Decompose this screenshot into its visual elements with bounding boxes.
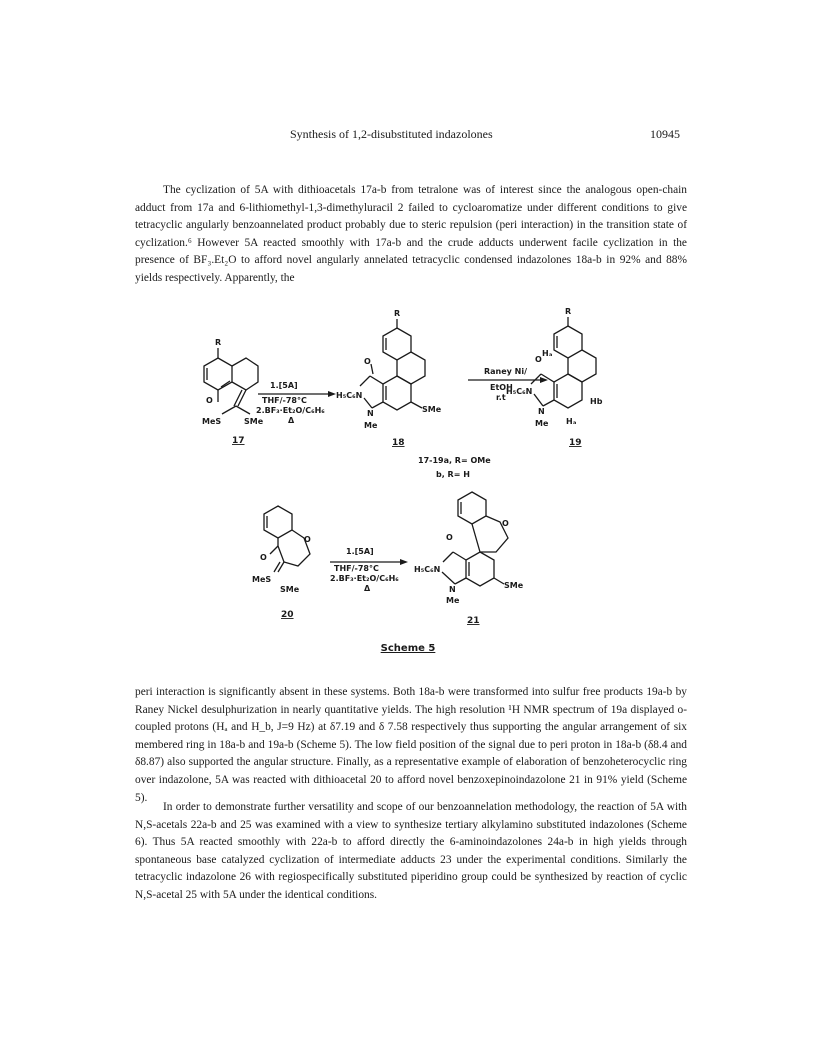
carbonyl-o-19: O (535, 355, 542, 364)
carbonyl-o-18: O (364, 357, 371, 366)
sme-label-18: SMe (422, 405, 442, 414)
scheme-legend-a: 17-19a, R= OMe (418, 456, 491, 465)
proton-hb-19: Hb (590, 397, 603, 406)
reaction-arrow-1 (256, 381, 336, 425)
reagent-2-line-3: r.t (496, 393, 506, 402)
compound-17-structure (202, 338, 264, 446)
substituent-r-17: R (215, 338, 222, 347)
sme-label-21: SMe (504, 581, 524, 590)
reaction-arrow-3 (330, 547, 408, 593)
compound-18-number: 18 (392, 438, 405, 448)
phenyl-n-21: H₅C₆N (414, 565, 441, 574)
reagent-3-line-2: THF/-78°C (334, 564, 379, 573)
running-title: Synthesis of 1,2-disubstituted indazolones (290, 127, 493, 141)
scheme-caption-text: Scheme 5 (380, 643, 436, 654)
scheme-caption (0, 643, 816, 654)
paragraph-2-text: peri interaction is significantly absent in these systems. Both 18a-b were transformed into sulfur free products 19a-b by Raney Nickel desulphurization in nearly quantitative yields. The high resolution ¹H NMR spectrum of 19a displayed o-coupled protons (Hₐ and H_b, J=9 Hz) at δ7.19 and δ 7.58 respectively thus supporting the angular arrangement of six membered ring in 18a-b and 19a-b (Scheme 5). The low field position of the signal due to peri proton in 18a-b (δ8.4 and δ8.87) also supported the angular structure. Finally, as a representative example of elaboration of benzoheterocyclic ring over indazolone, 5A was reacted with dithioacetal 20 to afford novel benzoxepinoindazolone 21 in 91% yield (Scheme 5). (135, 686, 687, 804)
ring-oxygen-21: O (502, 519, 509, 528)
reagent-1-line-1: 1.[5A] (270, 381, 298, 390)
carbonyl-o-21: O (446, 533, 453, 542)
n-methyl-21: Me (446, 596, 460, 605)
reagent-1-line-3: 2.BF₃·Et₂O/C₆H₆ (256, 406, 325, 415)
compound-20-number: 20 (281, 610, 294, 620)
paragraph-3-text: In order to demonstrate further versatility and scope of our benzoannelation methodology, the reaction of 5A with N,S-acetals 22a-b and 25 was examined with a view to synthesize tertiary alkylamino substituted indazolones (Scheme 6). Thus 5A reacted smoothly with 22a-b to afford directly the 6-aminoindazolones 24a-b in high yields through spontaneous base catalyzed cyclization of intermediate adducts 23 under the experimental conditions. Similarly the tetracyclic indazolone 26 with regiospecifically substituted piperidino group could be synthesized by reaction of cyclic N,S-acetal 25 with 5A under the identical conditions. (135, 801, 687, 901)
sme-label-17: SMe (244, 417, 264, 426)
phenyl-n-18: H₅C₆N (336, 391, 363, 400)
reagent-2-line-1: Raney Ni/ (484, 367, 528, 376)
n-methyl-18: Me (364, 421, 378, 430)
paragraph-1-text: The cyclization of 5A with dithioacetals 17a-b from tetralone was of interest since the analogous open-chain adduct from 17a and 6-lithiomethyl-1,3-dimethyluracil 2 failed to cycloaromatize under different conditions to give tetracyclic angularly benzoannelated product probably due to steric repulsion (peri interaction) in the transition state of cyclization.⁶ However 5A reacted smoothly with 17a-b and the crude adducts underwent facile cyclization in the presence of BF₃.Et₂O to afford novel angularly annelated tetracyclic condensed indazolones 18a-b in 92% and 88% yields respectively. Apparently, the (135, 184, 687, 284)
compound-18-structure (336, 309, 442, 448)
reagent-1-line-2: THF/-78°C (262, 396, 307, 405)
carbonyl-o-20: O (260, 553, 267, 562)
peri-proton-19: Hₐ (542, 349, 553, 358)
paragraph-1 (135, 182, 687, 288)
compound-20-structure (252, 506, 311, 620)
n-atom-18: N (367, 409, 374, 418)
reagent-3-line-3: 2.BF₃·Et₂O/C₆H₆ (330, 574, 399, 583)
mes-label-20: MeS (252, 575, 272, 584)
scheme-5-drawing (0, 290, 816, 670)
compound-21-number: 21 (467, 616, 480, 626)
compound-19-structure (506, 307, 603, 448)
n-atom-21: N (449, 585, 456, 594)
ring-oxygen-20: O (304, 535, 311, 544)
n-methyl-19: Me (535, 419, 549, 428)
scheme-legend-b: b, R= H (436, 470, 470, 479)
running-header (0, 127, 816, 143)
page-number: 10945 (650, 127, 680, 141)
reagent-3-line-4: Δ (364, 584, 371, 593)
substituent-r-18: R (394, 309, 401, 318)
reagent-2-line-2: EtOH (490, 383, 513, 392)
phenyl-n-19: H₅C₆N (506, 387, 533, 396)
compound-19-number: 19 (569, 438, 582, 448)
paragraph-3 (135, 799, 687, 905)
sme-label-20: SMe (280, 585, 300, 594)
scheme-5 (0, 290, 816, 670)
carbonyl-o-17: O (206, 396, 213, 405)
compound-17-number: 17 (232, 436, 245, 446)
proton-ha-19: Hₐ (566, 417, 577, 426)
compound-21-structure (414, 492, 524, 626)
reagent-3-line-1: 1.[5A] (346, 547, 374, 556)
substituent-r-19: R (565, 307, 572, 316)
reagent-1-line-4: Δ (288, 416, 295, 425)
n-atom-19: N (538, 407, 545, 416)
paragraph-2 (135, 684, 687, 807)
mes-label-17: MeS (202, 417, 222, 426)
